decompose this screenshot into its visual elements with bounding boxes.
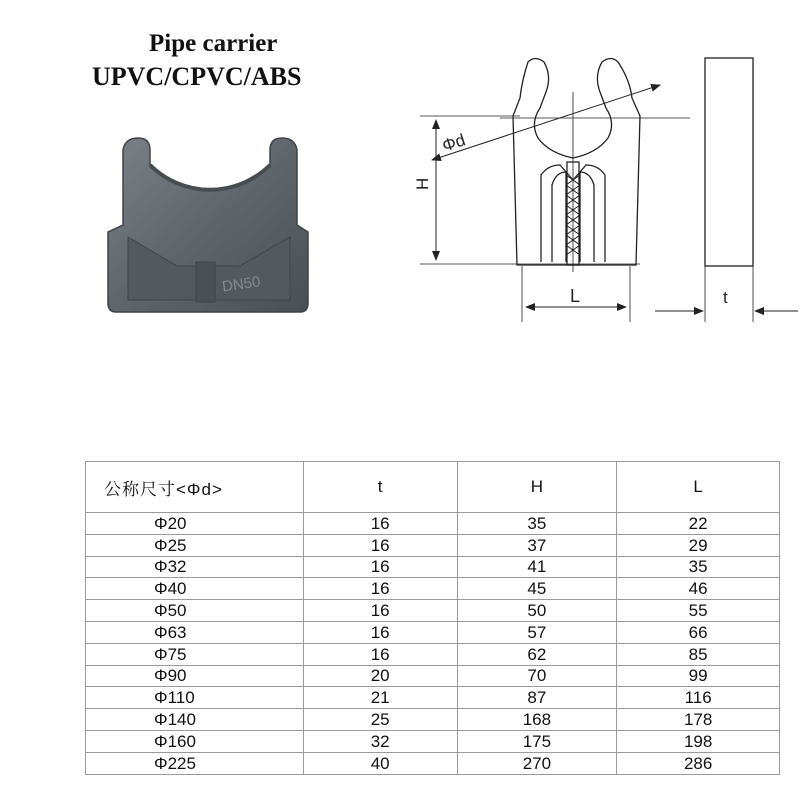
table-row	[86, 665, 780, 687]
cell-h: 50	[457, 600, 617, 622]
cell-h: 35	[457, 513, 617, 535]
cell-l: 178	[617, 709, 780, 731]
cell-l: 286	[617, 752, 780, 774]
table-row	[86, 600, 780, 622]
table-row	[86, 556, 780, 578]
table-row	[86, 709, 780, 731]
cell-size: Φ75	[86, 643, 304, 665]
header-l: L	[617, 462, 780, 513]
cell-h: 175	[457, 730, 617, 752]
cell-t: 40	[303, 752, 457, 774]
pipe-carrier-photo	[108, 138, 308, 312]
cell-l: 46	[617, 578, 780, 600]
header-nominal-size: 公称尺寸<Φd>	[86, 462, 304, 513]
front-view-drawing	[420, 59, 690, 323]
header-t: t	[303, 462, 457, 513]
table-row	[86, 752, 780, 774]
cell-t: 16	[303, 513, 457, 535]
product-title: Pipe carrier	[149, 30, 278, 57]
table-row	[86, 578, 780, 600]
cell-t: 25	[303, 709, 457, 731]
cell-size: Φ50	[86, 600, 304, 622]
cell-l: 35	[617, 556, 780, 578]
cell-h: 270	[457, 752, 617, 774]
cell-t: 16	[303, 556, 457, 578]
cell-l: 85	[617, 643, 780, 665]
cell-l: 116	[617, 687, 780, 709]
height-label: H	[413, 177, 432, 190]
photo-dn-mark: DN50	[221, 273, 262, 296]
diameter-label: Φd	[439, 130, 468, 156]
cell-h: 41	[457, 556, 617, 578]
side-view-drawing	[655, 58, 798, 322]
table-header-row	[86, 462, 780, 513]
table-row	[86, 730, 780, 752]
cell-l: 99	[617, 665, 780, 687]
cell-h: 57	[457, 621, 617, 643]
cell-h: 62	[457, 643, 617, 665]
cell-t: 21	[303, 687, 457, 709]
thickness-label: t	[723, 288, 728, 307]
table-row	[86, 687, 780, 709]
cell-t: 16	[303, 621, 457, 643]
dimension-table	[85, 461, 780, 775]
cell-size: Φ40	[86, 578, 304, 600]
cell-h: 37	[457, 534, 617, 556]
cell-t: 16	[303, 643, 457, 665]
table-row	[86, 621, 780, 643]
cell-h: 87	[457, 687, 617, 709]
cell-t: 16	[303, 578, 457, 600]
cell-size: Φ32	[86, 556, 304, 578]
cell-h: 45	[457, 578, 617, 600]
cell-size: Φ110	[86, 687, 304, 709]
cell-size: Φ25	[86, 534, 304, 556]
cell-size: Φ63	[86, 621, 304, 643]
cell-l: 66	[617, 621, 780, 643]
cell-t: 16	[303, 534, 457, 556]
cell-l: 198	[617, 730, 780, 752]
length-label: L	[570, 286, 581, 306]
cell-t: 20	[303, 665, 457, 687]
product-material: UPVC/CPVC/ABS	[92, 62, 302, 91]
cell-l: 55	[617, 600, 780, 622]
table-row	[86, 643, 780, 665]
cell-l: 22	[617, 513, 780, 535]
cell-t: 16	[303, 600, 457, 622]
table-row	[86, 513, 780, 535]
cell-size: Φ160	[86, 730, 304, 752]
cell-size: Φ20	[86, 513, 304, 535]
cell-size: Φ90	[86, 665, 304, 687]
cell-h: 70	[457, 665, 617, 687]
cell-h: 168	[457, 709, 617, 731]
header-h: H	[457, 462, 617, 513]
cell-size: Φ140	[86, 709, 304, 731]
table-row	[86, 534, 780, 556]
cell-size: Φ225	[86, 752, 304, 774]
cell-l: 29	[617, 534, 780, 556]
cell-t: 32	[303, 730, 457, 752]
